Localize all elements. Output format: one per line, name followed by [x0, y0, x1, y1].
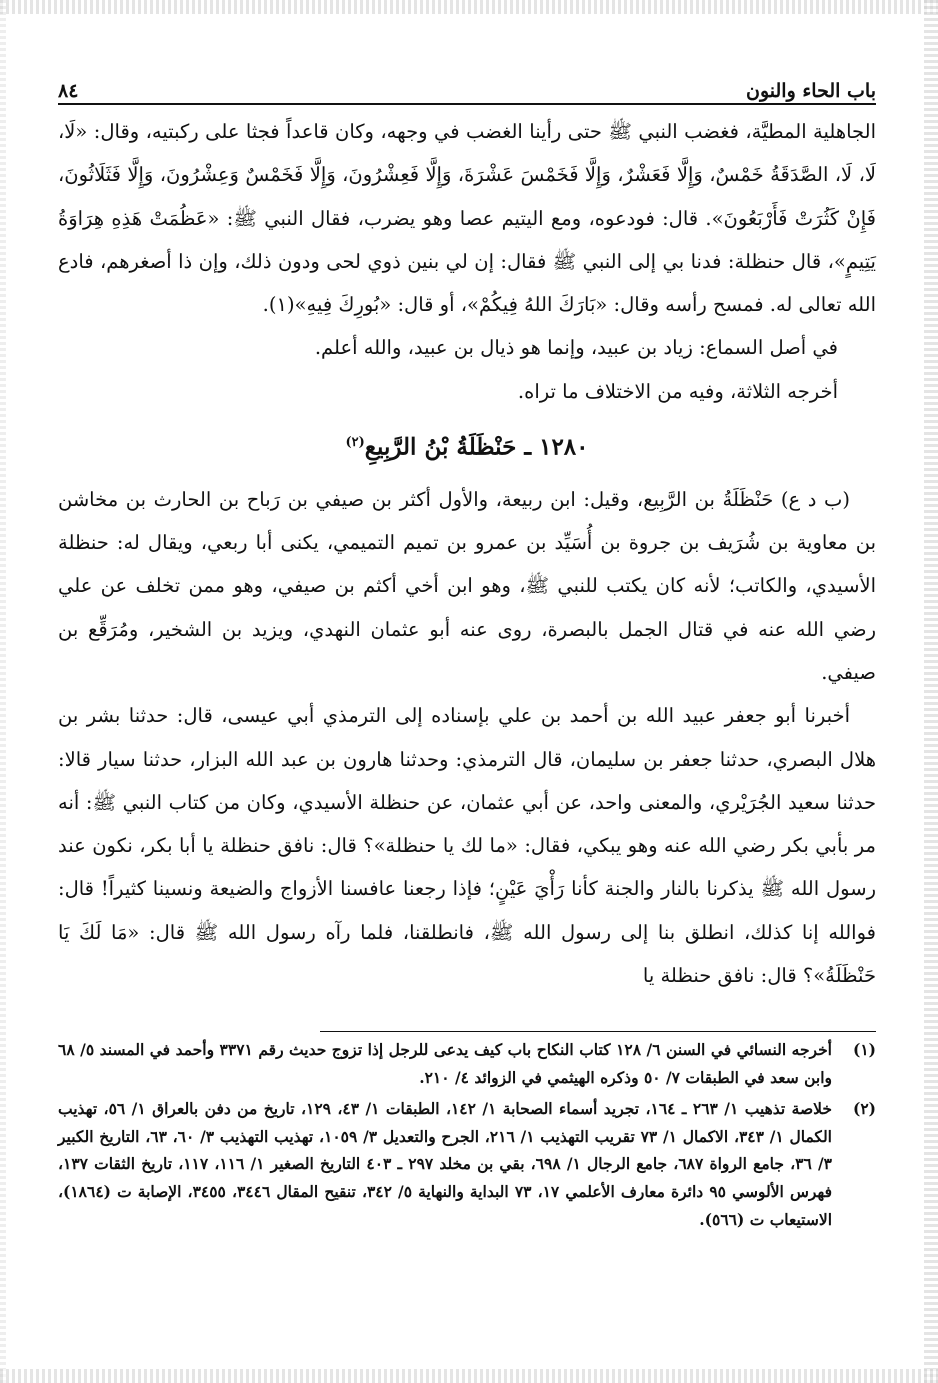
paragraph-note-takhrij: أخرجه الثلاثة، وفيه من الاختلاف ما تراه.	[517, 379, 838, 403]
footnote-number: (١)	[852, 1040, 876, 1059]
footnote-text: خلاصة تذهيب ١/ ٢٦٣ ـ ١٦٤، تجريد أسماء الصحابة ١/ ١٤٢، الطبقات ١/ ٤٣، ١٢٩، تاريخ من دفن بالعراق ١/ ٥٦، تهذيب الكمال ١/ ٣٤٣، الاكمال ١/ ٧٣ تقريب التهذيب ١/ ٢١٦، الجرح والتعديل ٣/ ١٠٥٩، تهذيب التهذيب ٣/ ٦٠، ٦٣، التاريخ الكبير ٣/ ٣٦، جامع الرواة ٦٨٧، جامع الرجال ١/ ٦٩٨، بقي بن مخلد ٢٩٧ ـ ٤٠٣ التاريخ الصغير ١/ ١١٦، ١١٧، تاريخ الثقات ١٣٧، فهرس الألوسي ٩٥ دائرة معارف الأعلمي ١٧، ٧٣ البداية والنهاية ٥/ ٣٤٢، تنقيح المقال ٣٤٤٦، ٣٤٥٥، الإصابة ت (١٨٦٤)، الاستيعاب ت (٥٦٦).	[58, 1099, 832, 1229]
decorative-border-right	[924, 0, 938, 1383]
entry-title-footnote-ref: (٢)	[345, 435, 365, 451]
header-rule	[58, 103, 876, 105]
footnotes	[58, 1036, 876, 1237]
entry-title	[58, 415, 876, 476]
paragraph-note-sama: في أصل السماع: زياد بن عبيد، وإنما هو ذيال بن عبيد، والله أعلم.	[314, 336, 838, 360]
paragraph-hadith-continuation: الجاهلية المطيَّة، فغضب النبي ﷺ حتى رأينا الغضب في وجهه، وكان قاعداً فجثا على ركبتيه، وقال: «لَا، لَا، لَا، الصَّدَقَةُ خَمْسٌ، وَإِلَّا فَعَشْرٌ، وَإِلَّا فَخَمْسَ عَشْرَةَ، وَإِلَّا فَعِشْرُونَ، وَإِلَّا فَخَمْسٌ وَعِشْرُونَ، وَإِلَّا فَثَلَاثُونَ، فَإِنْ كَثُرَتْ فَأَرْبَعُونَ». قال: فودعوه، ومع اليتيم عصا وهو يضرب، فقال النبي ﷺ: «عَظُمَتْ هَذِهِ هِرَاوَةُ يَتِيمٍ»، قال حنظلة: فدنا بي إلى النبي ﷺ فقال: إن لي بنين ذوي لحى ودون ذلك، وإن ذا أصغرهم، فادع الله تعالى له. فمسح رأسه وقال: «بَارَكَ اللهُ فِيكُمْ»، أو قال: «بُورِكَ فِيهِ»(١).	[58, 120, 876, 317]
page-header	[58, 68, 876, 102]
footnote-number: (٢)	[852, 1099, 876, 1119]
running-title: باب الحاء والنون	[746, 80, 876, 102]
paragraph-biography: (ب د ع) حَنْظَلَةُ بن الرَّبِيع، وقيل: ابن ربيعة، والأول أكثر بن صيفي بن رَباح بن الحارث بن مخاشن بن معاوية بن شُرَيف بن جروة بن أُسَيِّد بن عمرو بن تميم التميمي، يكنى أبا ربعي، ويقال له: حنظلة الأسيدي، والكاتب؛ لأنه كان يكتب للنبي ﷺ، وهو ابن أخي أكثم بن صيفي، وهو ممن تخلف عن علي رضي الله عنه في قتال الجمل بالبصرة، روى عنه أبو عثمان النهدي، ويزيد بن الشخير، ومُرَقِّع بن صيفي.	[58, 487, 876, 684]
footnote-rule	[320, 1031, 876, 1032]
decorative-border-left	[0, 0, 6, 1383]
decorative-border-bottom	[0, 1369, 938, 1383]
footnote-text: أخرجه النسائي في السنن ٦/ ١٢٨ كتاب النكاح باب كيف يدعى للرجل إذا تزوج حديث رقم ٣٣٧١ وأحمد في المسند ٥/ ٦٨ وابن سعد في الطبقات ٧/ ٥٠ وذكره الهيثمي في الزوائد ٤/ ٢١٠.	[58, 1040, 832, 1087]
footnote	[58, 1095, 876, 1233]
main-text	[58, 110, 876, 997]
paragraph-isnad: أخبرنا أبو جعفر عبيد الله بن أحمد بن علي بإسناده إلى الترمذي أبي عيسى، قال: حدثنا بشر بن هلال البصري، حدثنا جعفر بن سليمان، قال الترمذي: وحدثنا هارون بن عبد الله البزار، حدثنا سيار قالا: حدثنا سعيد الجُرَيْري، والمعنى واحد، عن أبي عثمان، عن حنظلة الأسيدي، وكان من كتاب النبي ﷺ: أنه مر بأبي بكر رضي الله عنه وهو يبكي، فقال: «ما لك يا حنظلة»؟ قال: نافق حنظلة يا أبا بكر، نكون عند رسول الله ﷺ يذكرنا بالنار والجنة كأنا رَأْيَ عَيْنٍ؛ فإذا رجعنا عافسنا الأزواج والضيعة ونسينا كثيراً! قال: فوالله إنا كذلك، انطلق بنا إلى رسول الله ﷺ، فانطلقنا، فلما رآه رسول الله ﷺ قال: «مَا لَكَ يَا حَنْظَلَةُ»؟ قال: نافق حنظلة يا	[58, 704, 876, 987]
entry-title-text: ١٢٨٠ ـ حَنْظَلَةُ بْنُ الرَّبِيعِ	[364, 433, 589, 461]
footnote	[58, 1036, 876, 1091]
decorative-border-top	[0, 0, 938, 14]
page-number: ٨٤	[58, 80, 79, 102]
